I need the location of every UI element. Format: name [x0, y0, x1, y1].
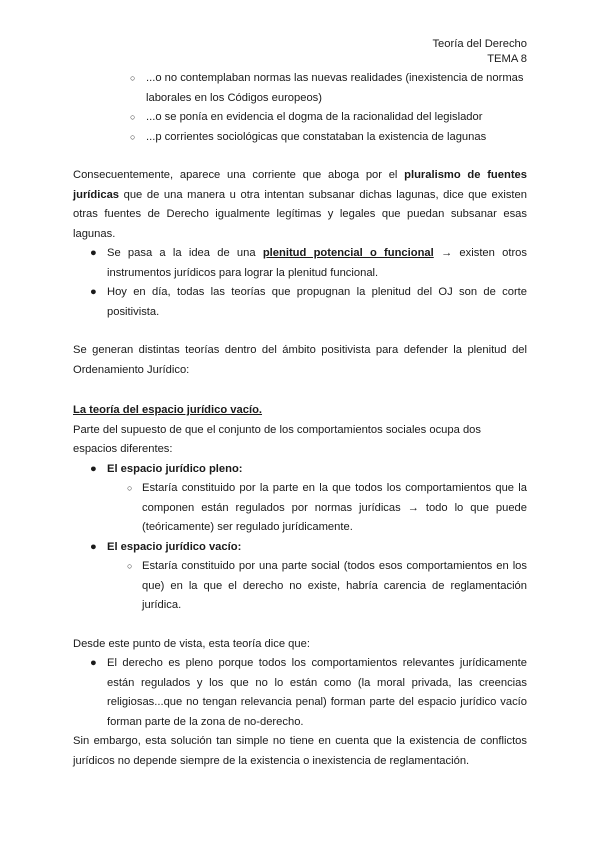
list-item	[73, 538, 527, 558]
list-item	[73, 654, 527, 732]
list-item-text: Hoy en día, todas las teorías que propugnan la plenitud del OJ son de corte positivista.	[107, 286, 527, 318]
circle-bullet-icon: ○	[130, 73, 136, 83]
paragraph-however: Sin embargo, esta solución tan simple no tiene en cuenta que la existencia de conflictos jurídicos no depende siempre de la existencia o inexistencia de reglamentación.	[73, 735, 527, 767]
list-item-text: Estaría constituido por la parte en la que todos los comportamientos que la componen están regulados por normas jurídicas → todo lo que puede (teóricamente) ser regulado jurídicamente.	[142, 482, 527, 533]
circle-bullet-icon: ○	[127, 561, 133, 571]
list-item-text: Se pasa a la idea de una	[107, 247, 263, 259]
page-header	[432, 37, 527, 67]
dot-bullet-icon: ●	[90, 462, 97, 475]
list-item	[73, 557, 527, 616]
dot-bullet-icon: ●	[90, 247, 97, 259]
list-item-text: ...o no contemplaban normas las nuevas realidades (inexistencia de normas laborales en los Códigos europeos)	[146, 72, 524, 104]
circle-bullet-icon: ○	[130, 112, 136, 122]
space-label-vacio: El espacio jurídico vacío:	[107, 540, 242, 553]
list-item-text: Estaría constituido por una parte social (todos esos comportamientos en los que) en la que el derecho no existe, habría carencia de reglamentación jurídica.	[142, 560, 527, 611]
space-label-pleno: El espacio jurídico pleno:	[107, 462, 243, 475]
list-item	[73, 479, 527, 538]
paragraph-viewpoint: Desde este punto de vista, esta teoría dice que:	[73, 637, 310, 650]
list-item	[73, 128, 527, 148]
list-item-text: → existen otros instrumentos jurídicos para lograr la plenitud funcional.	[107, 247, 527, 279]
document-body	[73, 69, 527, 771]
circle-bullet-icon: ○	[130, 131, 136, 142]
bold-term: pluralismo de fuentes jurídicas	[73, 169, 527, 201]
paragraph-text: Consecuentemente, aparece una corriente que aboga por el	[73, 169, 405, 181]
section-title: La teoría del espacio jurídico vacío.	[73, 404, 263, 416]
list-item	[73, 69, 527, 108]
sublist-causes	[73, 69, 527, 147]
list-item	[73, 244, 527, 283]
paragraph-theories: Se generan distintas teorías dentro del ámbito positivista para defender la plenitud del Ordenamiento Jurídico:	[73, 344, 527, 376]
paragraph-text: que de una manera u otra intentan subsanar dichas lagunas, dice que existen otras fuentes de Derecho igualmente legítimas y legales que puedan subsanar esas lagunas.	[73, 188, 527, 240]
underlined-term: plenitud potencial o funcional	[262, 247, 434, 259]
list-item	[73, 108, 527, 128]
paragraph-pluralism	[73, 166, 527, 244]
dot-bullet-icon: ●	[90, 540, 97, 553]
circle-bullet-icon: ○	[127, 483, 133, 493]
bullet-list-plenitude	[73, 244, 527, 322]
header-course: Teoría del Derecho	[432, 38, 527, 50]
dot-bullet-icon: ●	[90, 286, 97, 298]
list-item-text: ...p corrientes sociológicas que constataban la existencia de lagunas	[146, 130, 487, 143]
dot-bullet-icon: ●	[90, 657, 97, 669]
bullet-list-conclusion	[73, 654, 527, 732]
list-item-text: ...o se ponía en evidencia el dogma de la racionalidad del legislador	[146, 111, 483, 123]
paragraph-premise: Parte del supuesto de que el conjunto de los comportamientos sociales ocupa dos espacios diferentes:	[73, 423, 481, 455]
list-item-text: El derecho es pleno porque todos los comportamientos relevantes jurídicamente están regulados y los que no lo están como (la moral privada, las creencias religiosas...que no tengan relevancia penal) forman parte del espacio jurídico vacío forman parte de la zona de no-derecho.	[107, 657, 527, 728]
list-item	[73, 460, 527, 480]
header-topic: TEMA 8	[487, 53, 527, 65]
bullet-list-spaces	[73, 460, 527, 616]
list-item	[73, 283, 527, 322]
